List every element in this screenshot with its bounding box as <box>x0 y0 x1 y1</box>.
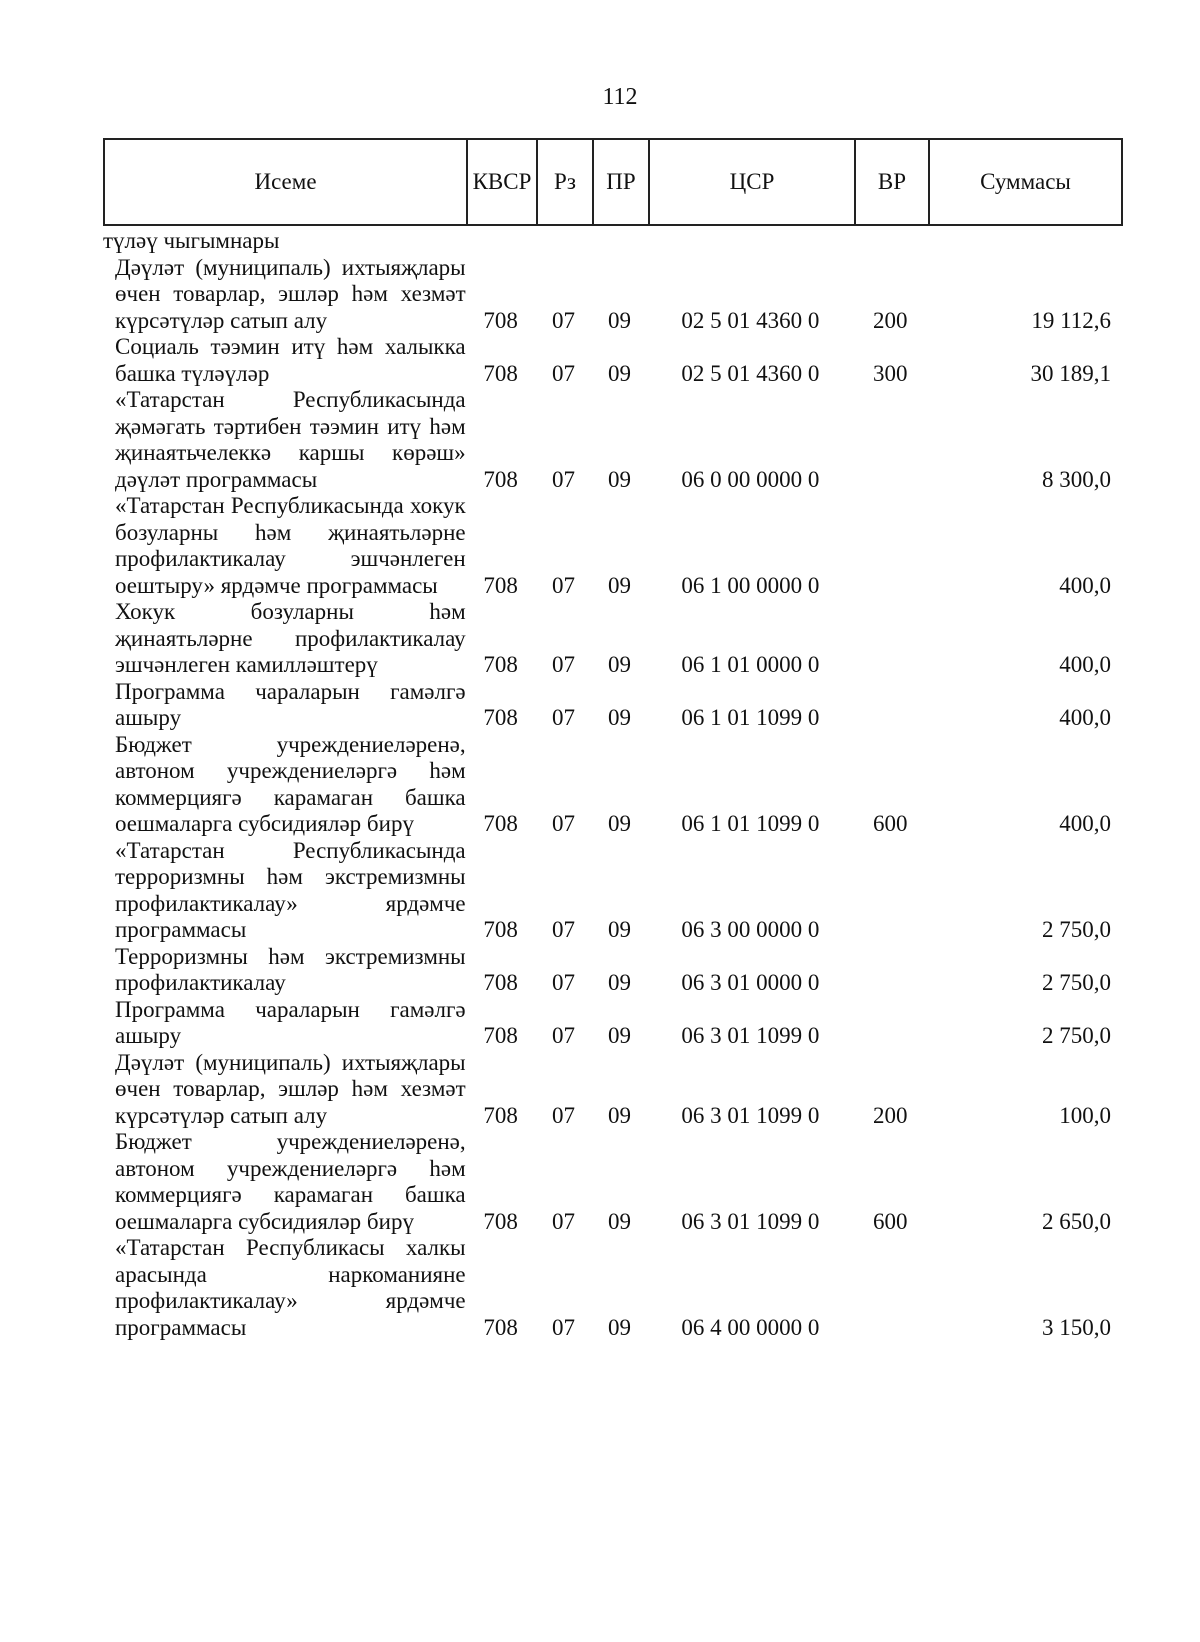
cell-name: «Татарстан Республикасында хокук бозуларны һәм җинаятьләрне профилактикалау эшчәнлеген оештыру» ярдәмче программасы <box>115 493 466 598</box>
cell-name: Программа чараларын гамәлгә ашыру <box>115 996 466 1048</box>
table-row <box>103 1235 1121 1341</box>
cell-name: Дәүләт (муниципаль) ихтыяҗлары өчен товарлар, эшләр һәм хезмәт күрсәтүләр сатып алу <box>115 1049 466 1128</box>
cell-rz: 07 <box>552 917 576 942</box>
cell-kvsr: 708 <box>483 1102 518 1128</box>
cell-rz: 07 <box>552 1208 576 1234</box>
cell-rz: 07 <box>552 307 576 333</box>
cell-sum: 30 189,1 <box>1030 360 1111 386</box>
table-row <box>103 997 1121 1050</box>
table-row <box>103 599 1121 679</box>
cell-csr: 06 3 01 1099 0 <box>681 1023 820 1048</box>
cell-csr: 06 3 01 1099 0 <box>681 1208 820 1234</box>
cell-name: Хокук бозуларны һәм җинаятьләрне профилактикалау эшчәнлеген камилләштерү <box>115 599 466 677</box>
table-row <box>103 1129 1121 1235</box>
cell-kvsr: 708 <box>483 466 518 492</box>
cell-kvsr: 708 <box>483 1314 518 1340</box>
table-row <box>103 1050 1121 1130</box>
cell-csr: 06 1 01 1099 0 <box>681 811 820 836</box>
cell-sum: 3 150,0 <box>1041 1314 1111 1340</box>
header-pr: ПР <box>593 139 649 225</box>
page-number: 112 <box>602 84 638 110</box>
cell-pr: 09 <box>607 572 631 598</box>
cell-pr: 09 <box>607 307 631 333</box>
cell-csr: 06 3 00 0000 0 <box>681 917 820 942</box>
header-csr: ЦСР <box>649 139 855 225</box>
cell-sum: 19 112,6 <box>1031 307 1111 333</box>
cell-name: түләү чыгымнары <box>103 228 280 253</box>
cell-csr: 06 3 01 1099 0 <box>681 1102 820 1128</box>
table-row <box>103 228 1121 255</box>
table-row <box>103 255 1121 335</box>
cell-kvsr: 708 <box>483 572 518 598</box>
cell-pr: 09 <box>607 1208 631 1234</box>
cell-csr: 06 1 01 1099 0 <box>681 705 820 730</box>
table-row <box>103 732 1121 838</box>
cell-kvsr: 708 <box>483 360 518 386</box>
table-row <box>103 387 1121 493</box>
cell-sum: 100,0 <box>1059 1102 1111 1128</box>
cell-name: «Татарстан Республикасында җәмәгать тәртибен тәэмин итү һәм җинаятьчелеккә каршы көрәш» дәүләт программасы <box>115 387 466 492</box>
cell-sum: 2 750,0 <box>1041 970 1111 995</box>
cell-rz: 07 <box>552 360 576 386</box>
cell-pr: 09 <box>607 917 631 942</box>
cell-name: Бюджет учреждениеләренә, автоном учреждениеләргә һәм коммерциягә карамаган башка оешмаларга субсидияләр бирү <box>115 731 466 836</box>
cell-vr: 300 <box>872 360 908 386</box>
header-sum: Суммасы <box>929 139 1122 225</box>
cell-pr: 09 <box>607 360 631 386</box>
cell-rz: 07 <box>552 811 576 836</box>
table-row <box>103 493 1121 599</box>
cell-pr: 09 <box>607 970 631 995</box>
header-rz: Рз <box>537 139 593 225</box>
cell-csr: 02 5 01 4360 0 <box>681 307 820 333</box>
cell-csr: 06 3 01 0000 0 <box>681 970 820 995</box>
cell-name: Бюджет учреждениеләренә, автоном учреждениеләргә һәм коммерциягә карамаган башка оешмаларга субсидияләр бирү <box>115 1129 466 1234</box>
header-vr: ВР <box>855 139 929 225</box>
cell-vr: 200 <box>872 1102 908 1128</box>
cell-name: Социаль тәэмин итү һәм халыкка башка түләүләр <box>115 334 466 386</box>
cell-pr: 09 <box>607 1023 631 1048</box>
cell-vr: 600 <box>872 811 908 836</box>
cell-rz: 07 <box>552 652 576 677</box>
cell-kvsr: 708 <box>483 917 518 942</box>
cell-vr: 600 <box>872 1208 908 1234</box>
cell-vr: 200 <box>872 307 908 333</box>
cell-rz: 07 <box>552 1102 576 1128</box>
table-row <box>103 334 1121 387</box>
header-kvsr: КВСР <box>467 139 537 225</box>
cell-sum: 400,0 <box>1059 572 1111 598</box>
table-row <box>103 679 1121 732</box>
cell-sum: 2 750,0 <box>1041 917 1111 942</box>
cell-rz: 07 <box>552 1314 576 1340</box>
cell-csr: 06 1 01 0000 0 <box>681 652 820 677</box>
cell-rz: 07 <box>552 970 576 995</box>
cell-name: «Татарстан Республикасы халкы арасында наркоманияне профилактикалау» ярдәмче программасы <box>115 1235 466 1340</box>
cell-pr: 09 <box>607 705 631 730</box>
cell-csr: 06 1 00 0000 0 <box>681 572 820 598</box>
table-row <box>103 944 1121 997</box>
cell-kvsr: 708 <box>483 307 518 333</box>
cell-kvsr: 708 <box>483 705 518 730</box>
cell-kvsr: 708 <box>483 970 518 995</box>
cell-kvsr: 708 <box>483 811 518 836</box>
cell-rz: 07 <box>552 1023 576 1048</box>
cell-sum: 400,0 <box>1059 705 1111 730</box>
cell-rz: 07 <box>552 466 576 492</box>
cell-kvsr: 708 <box>483 1023 518 1048</box>
cell-csr: 06 0 00 0000 0 <box>681 466 820 492</box>
header-name: Исеме <box>104 139 467 225</box>
cell-name: Терроризмны һәм экстремизмны профилактикалау <box>115 943 466 995</box>
cell-name: Дәүләт (муниципаль) ихтыяҗлары өчен товарлар, эшләр һәм хезмәт күрсәтүләр сатып алу <box>115 254 466 333</box>
cell-rz: 07 <box>552 572 576 598</box>
table-row <box>103 838 1121 944</box>
cell-kvsr: 708 <box>483 1208 518 1234</box>
cell-sum: 400,0 <box>1059 652 1111 677</box>
cell-sum: 2 650,0 <box>1041 1208 1111 1234</box>
cell-kvsr: 708 <box>483 652 518 677</box>
cell-sum: 2 750,0 <box>1041 1023 1111 1048</box>
cell-pr: 09 <box>607 1314 631 1340</box>
cell-sum: 8 300,0 <box>1041 466 1111 492</box>
cell-pr: 09 <box>607 466 631 492</box>
cell-pr: 09 <box>607 652 631 677</box>
table-body <box>103 228 1121 1341</box>
cell-name: «Татарстан Республикасында терроризмны һәм экстремизмны профилактикалау» ярдәмче программасы <box>115 837 466 942</box>
cell-name: Программа чараларын гамәлгә ашыру <box>115 678 466 730</box>
cell-sum: 400,0 <box>1059 811 1111 836</box>
cell-pr: 09 <box>607 1102 631 1128</box>
cell-csr: 02 5 01 4360 0 <box>681 360 820 386</box>
cell-pr: 09 <box>607 811 631 836</box>
table-header <box>103 138 1123 226</box>
cell-rz: 07 <box>552 705 576 730</box>
cell-csr: 06 4 00 0000 0 <box>681 1314 820 1340</box>
